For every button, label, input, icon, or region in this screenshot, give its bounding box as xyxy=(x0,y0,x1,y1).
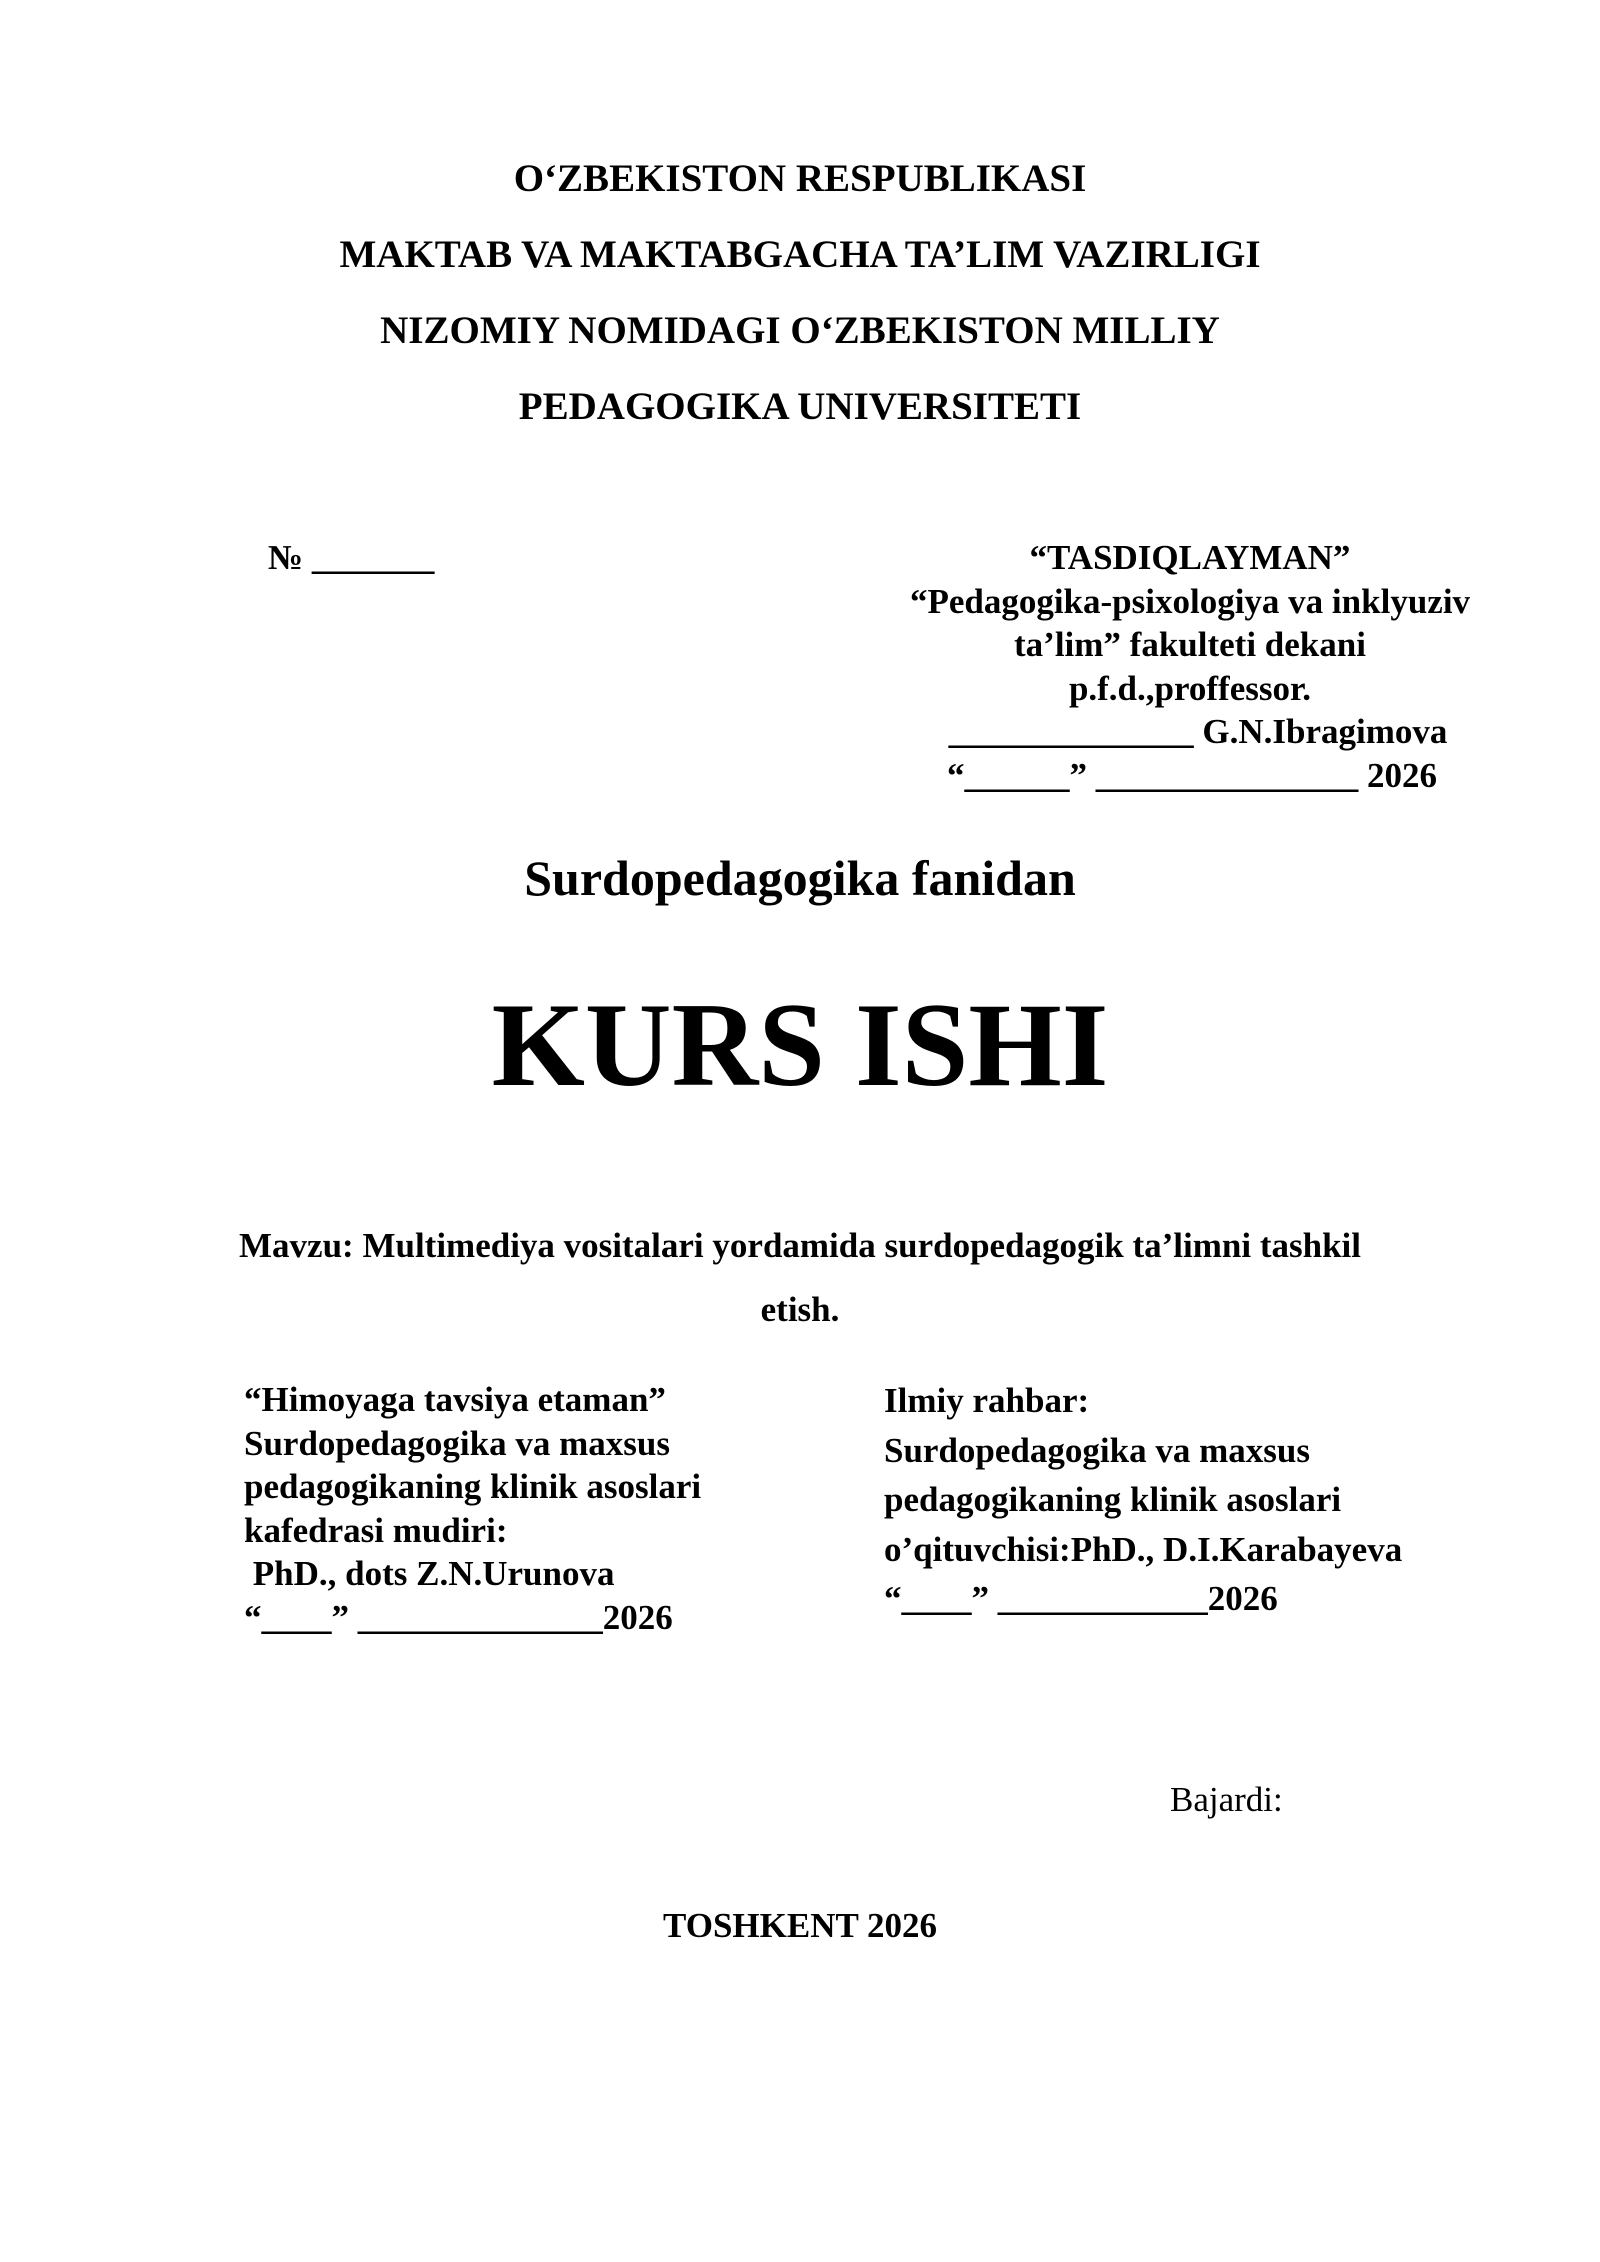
supervisor-title: Ilmiy rahbar: xyxy=(884,1381,1090,1420)
approval-title: “TASDIQLAYMAN” xyxy=(1029,538,1351,577)
approval-degree: p.f.d.,proffessor. xyxy=(1068,668,1312,708)
supervisor-date: “____” ____________2026 xyxy=(884,1579,1278,1619)
subject-title: Surdopedagogika fanidan xyxy=(524,850,1076,906)
registry-number: № _______ xyxy=(268,538,435,577)
ministry-line-1: O‘ZBEKISTON RESPUBLIKASI xyxy=(513,157,1087,200)
supervisor-block xyxy=(884,1376,1402,1624)
defense-title: “Himoyaga tavsiya etaman” xyxy=(244,1380,666,1419)
approval-date: “______” _______________ 2026 xyxy=(947,755,1437,795)
city-year: TOSHKENT 2026 xyxy=(663,1906,937,1945)
university-line-2: PEDAGOGIKA UNIVERSITETI xyxy=(518,385,1082,428)
performer-label: Bajardi: xyxy=(1170,1780,1283,1819)
document-type-title: KURS ISHI xyxy=(491,978,1109,1111)
approval-block xyxy=(840,536,1540,797)
defense-head-name: PhD., dots Z.N.Urunova xyxy=(244,1554,615,1594)
supervisor-department-line-2: pedagogikaning klinik asoslari xyxy=(884,1480,1342,1520)
topic-line-1: Mavzu: Multimediya vositalari yordamida surdopedagogik ta’limni tashkil xyxy=(239,1226,1361,1265)
defense-department-line-1: Surdopedagogika va maxsus xyxy=(244,1423,670,1463)
defense-recommendation-block xyxy=(244,1378,701,1640)
supervisor-department-line-1: Surdopedagogika va maxsus xyxy=(884,1430,1310,1470)
approval-faculty-line-1: “Pedagogika-psixologiya va inklyuziv xyxy=(909,581,1471,621)
approval-signature: ______________ G.N.Ibragimova xyxy=(948,712,1448,751)
approval-faculty-line-2: ta’lim” fakulteti dekani xyxy=(1014,625,1366,664)
university-line-1: NIZOMIY NOMIDAGI O‘ZBEKISTON MILLIY xyxy=(380,309,1220,352)
topic-block xyxy=(0,1214,1600,1342)
supervisor-name: o’qituvchisi:PhD., D.I.Karabayeva xyxy=(884,1529,1403,1569)
defense-department-line-3: kafedrasi mudiri: xyxy=(244,1510,508,1550)
ministry-line-2: MAKTAB VA MAKTABGACHA TA’LIM VAZIRLIGI xyxy=(339,233,1261,276)
topic-line-2: etish. xyxy=(760,1290,840,1329)
defense-department-line-2: pedagogikaning klinik asoslari xyxy=(244,1467,702,1507)
defense-date: “____” ______________2026 xyxy=(244,1597,673,1637)
